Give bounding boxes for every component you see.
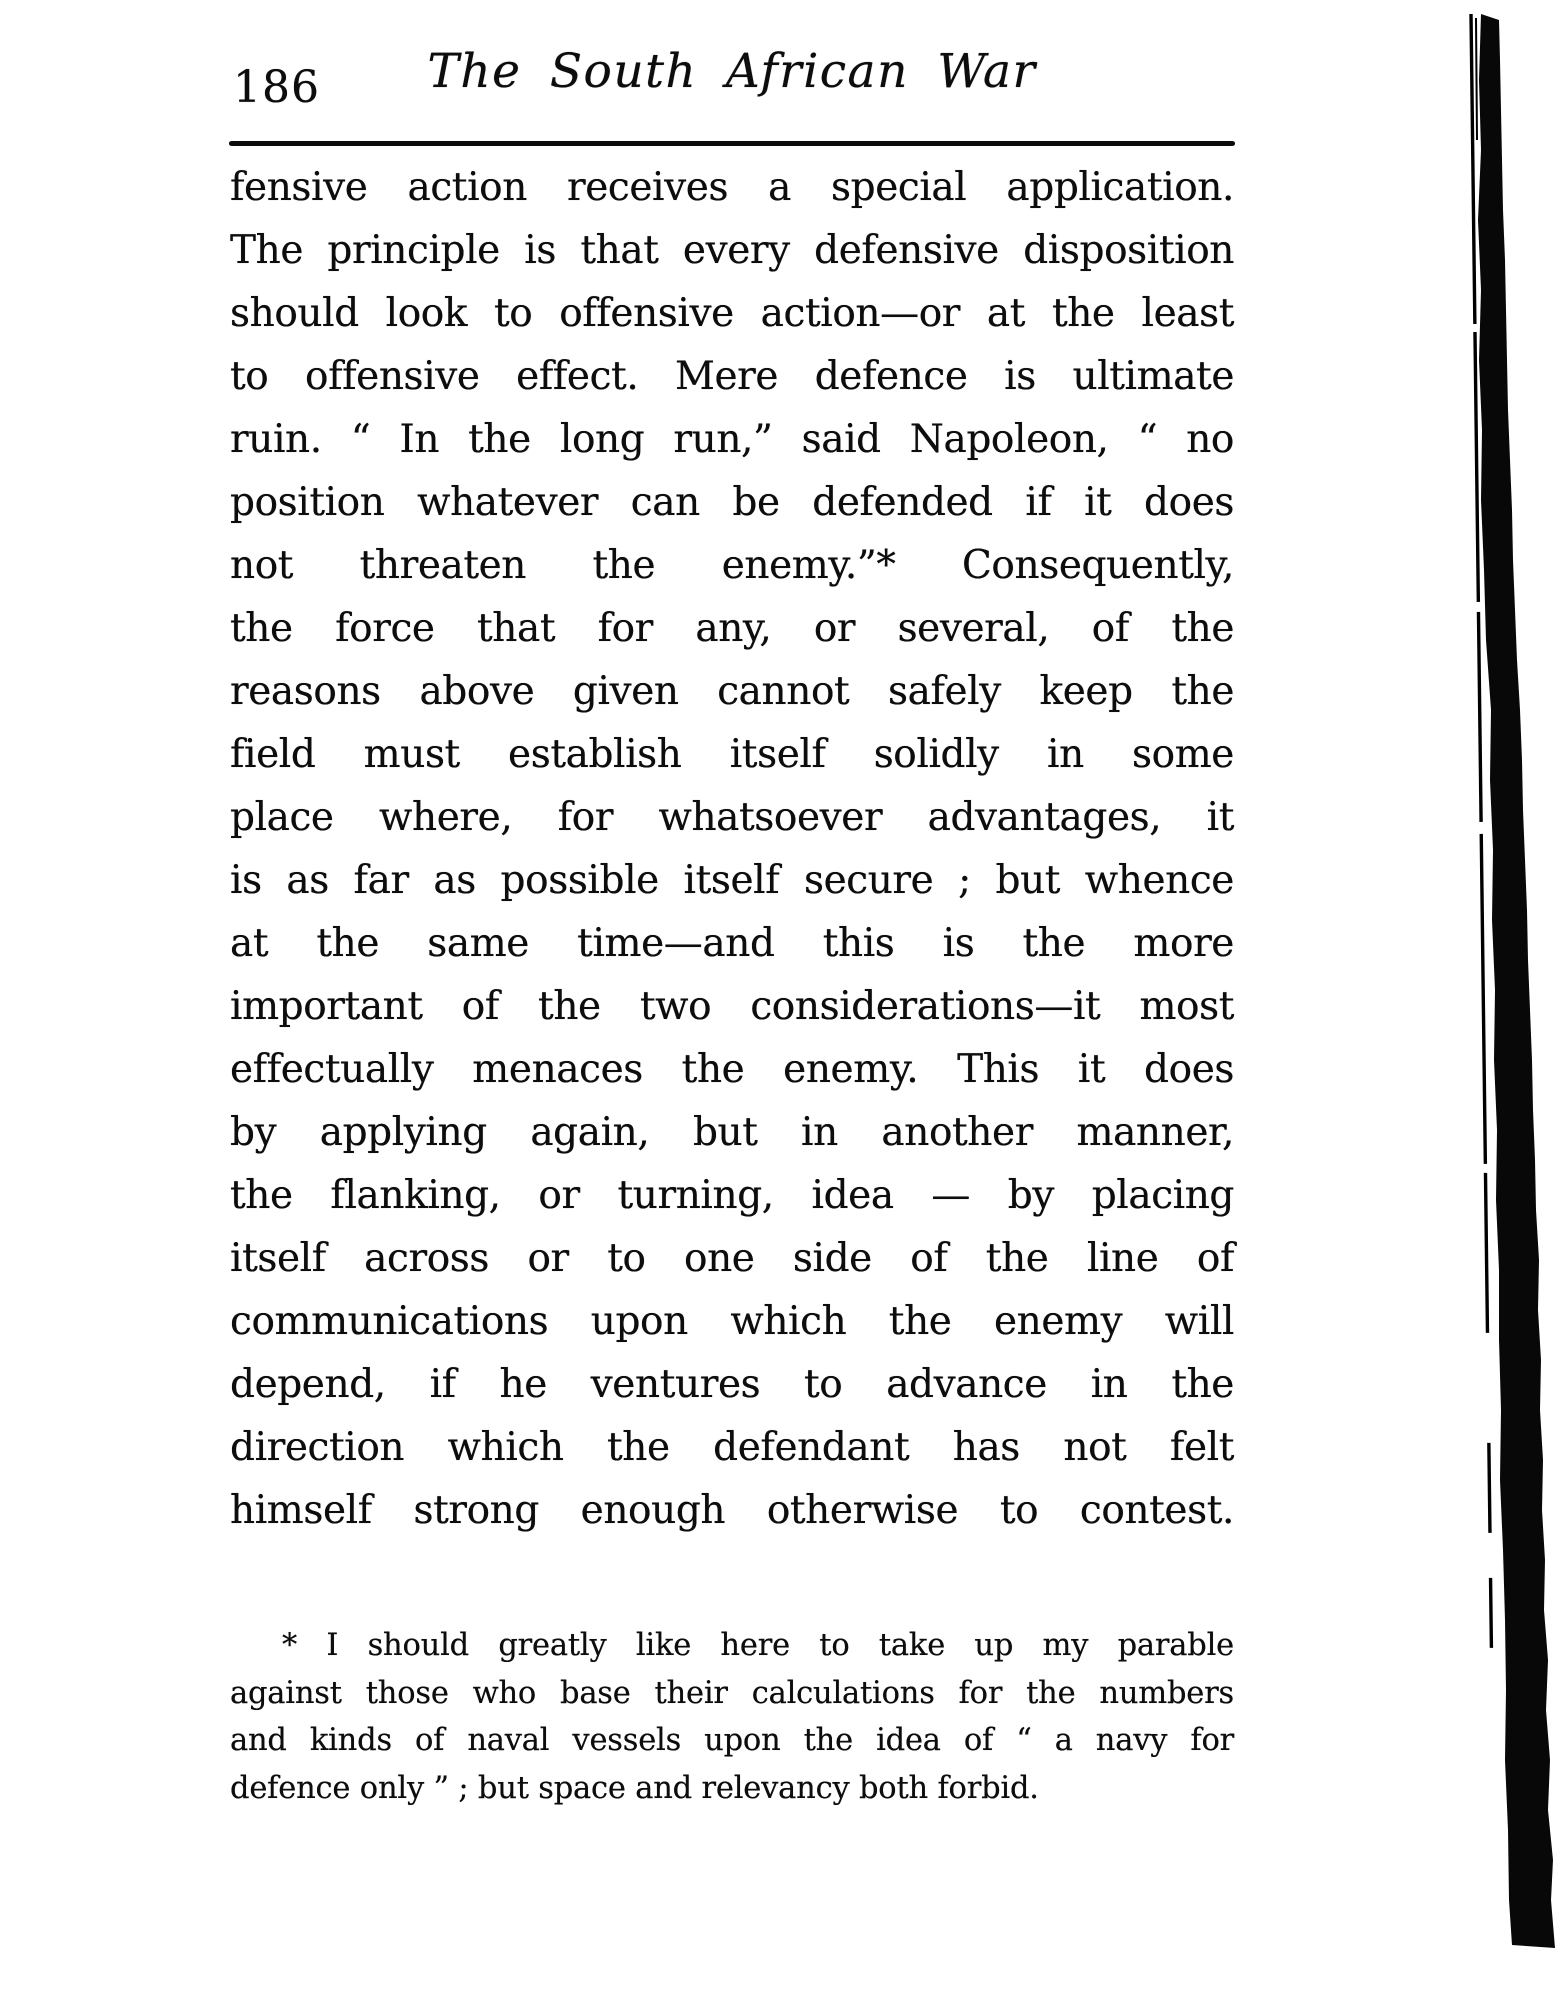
text-line: by applying again, but in another manner, (230, 1110, 1234, 1155)
text-line: against those who base their calculations for the numbers (230, 1675, 1234, 1711)
text-line: itself across or to one side of the line of (230, 1236, 1234, 1281)
running-title: The South African War (427, 44, 1037, 99)
text-line: reasons above given cannot safely keep the (230, 669, 1234, 714)
text-line: the force that for any, or several, of the (230, 606, 1234, 651)
text-line: The principle is that every defensive disposition (230, 228, 1234, 273)
header-rule (229, 141, 1235, 146)
text-line: defence only ” ; but space and relevancy both forbid. (230, 1770, 1039, 1806)
text-line: to offensive effect. Mere defence is ultimate (230, 354, 1234, 399)
text-line: depend, if he ventures to advance in the (230, 1362, 1234, 1407)
text-line: position whatever can be defended if it does (230, 480, 1234, 525)
text-line: at the same time—and this is the more (230, 921, 1234, 966)
text-line: communications upon which the enemy will (230, 1299, 1234, 1344)
text-line: should look to offensive action—or at the least (230, 291, 1234, 336)
text-line: not threaten the enemy.”* Consequently, (230, 543, 1234, 588)
text-line: ruin. “ In the long run,” said Napoleon, “ no (230, 417, 1234, 462)
text-line: * I should greatly like here to take up my parable (282, 1628, 1234, 1663)
text-line: direction which the defendant has not felt (230, 1425, 1234, 1470)
text-line: place where, for whatsoever advantages, it (230, 795, 1234, 840)
text-line: the flanking, or turning, idea — by placing (230, 1173, 1234, 1218)
text-line: and kinds of naval vessels upon the idea of “ a navy for (230, 1723, 1234, 1758)
text-line: is as far as possible itself secure ; but whence (230, 858, 1234, 903)
footnote (230, 1622, 1234, 1812)
text-line: effectually menaces the enemy. This it does (230, 1047, 1234, 1092)
body-paragraph (230, 156, 1234, 1542)
page-number: 186 (233, 62, 320, 113)
text-line: fensive action receives a special application. (230, 165, 1234, 210)
text-line: field must establish itself solidly in some (230, 732, 1234, 777)
text-line: himself strong enough otherwise to contest. (230, 1488, 1234, 1533)
text-line: important of the two considerations—it most (230, 984, 1234, 1029)
binding-shadow-artifact (1455, 0, 1561, 2008)
